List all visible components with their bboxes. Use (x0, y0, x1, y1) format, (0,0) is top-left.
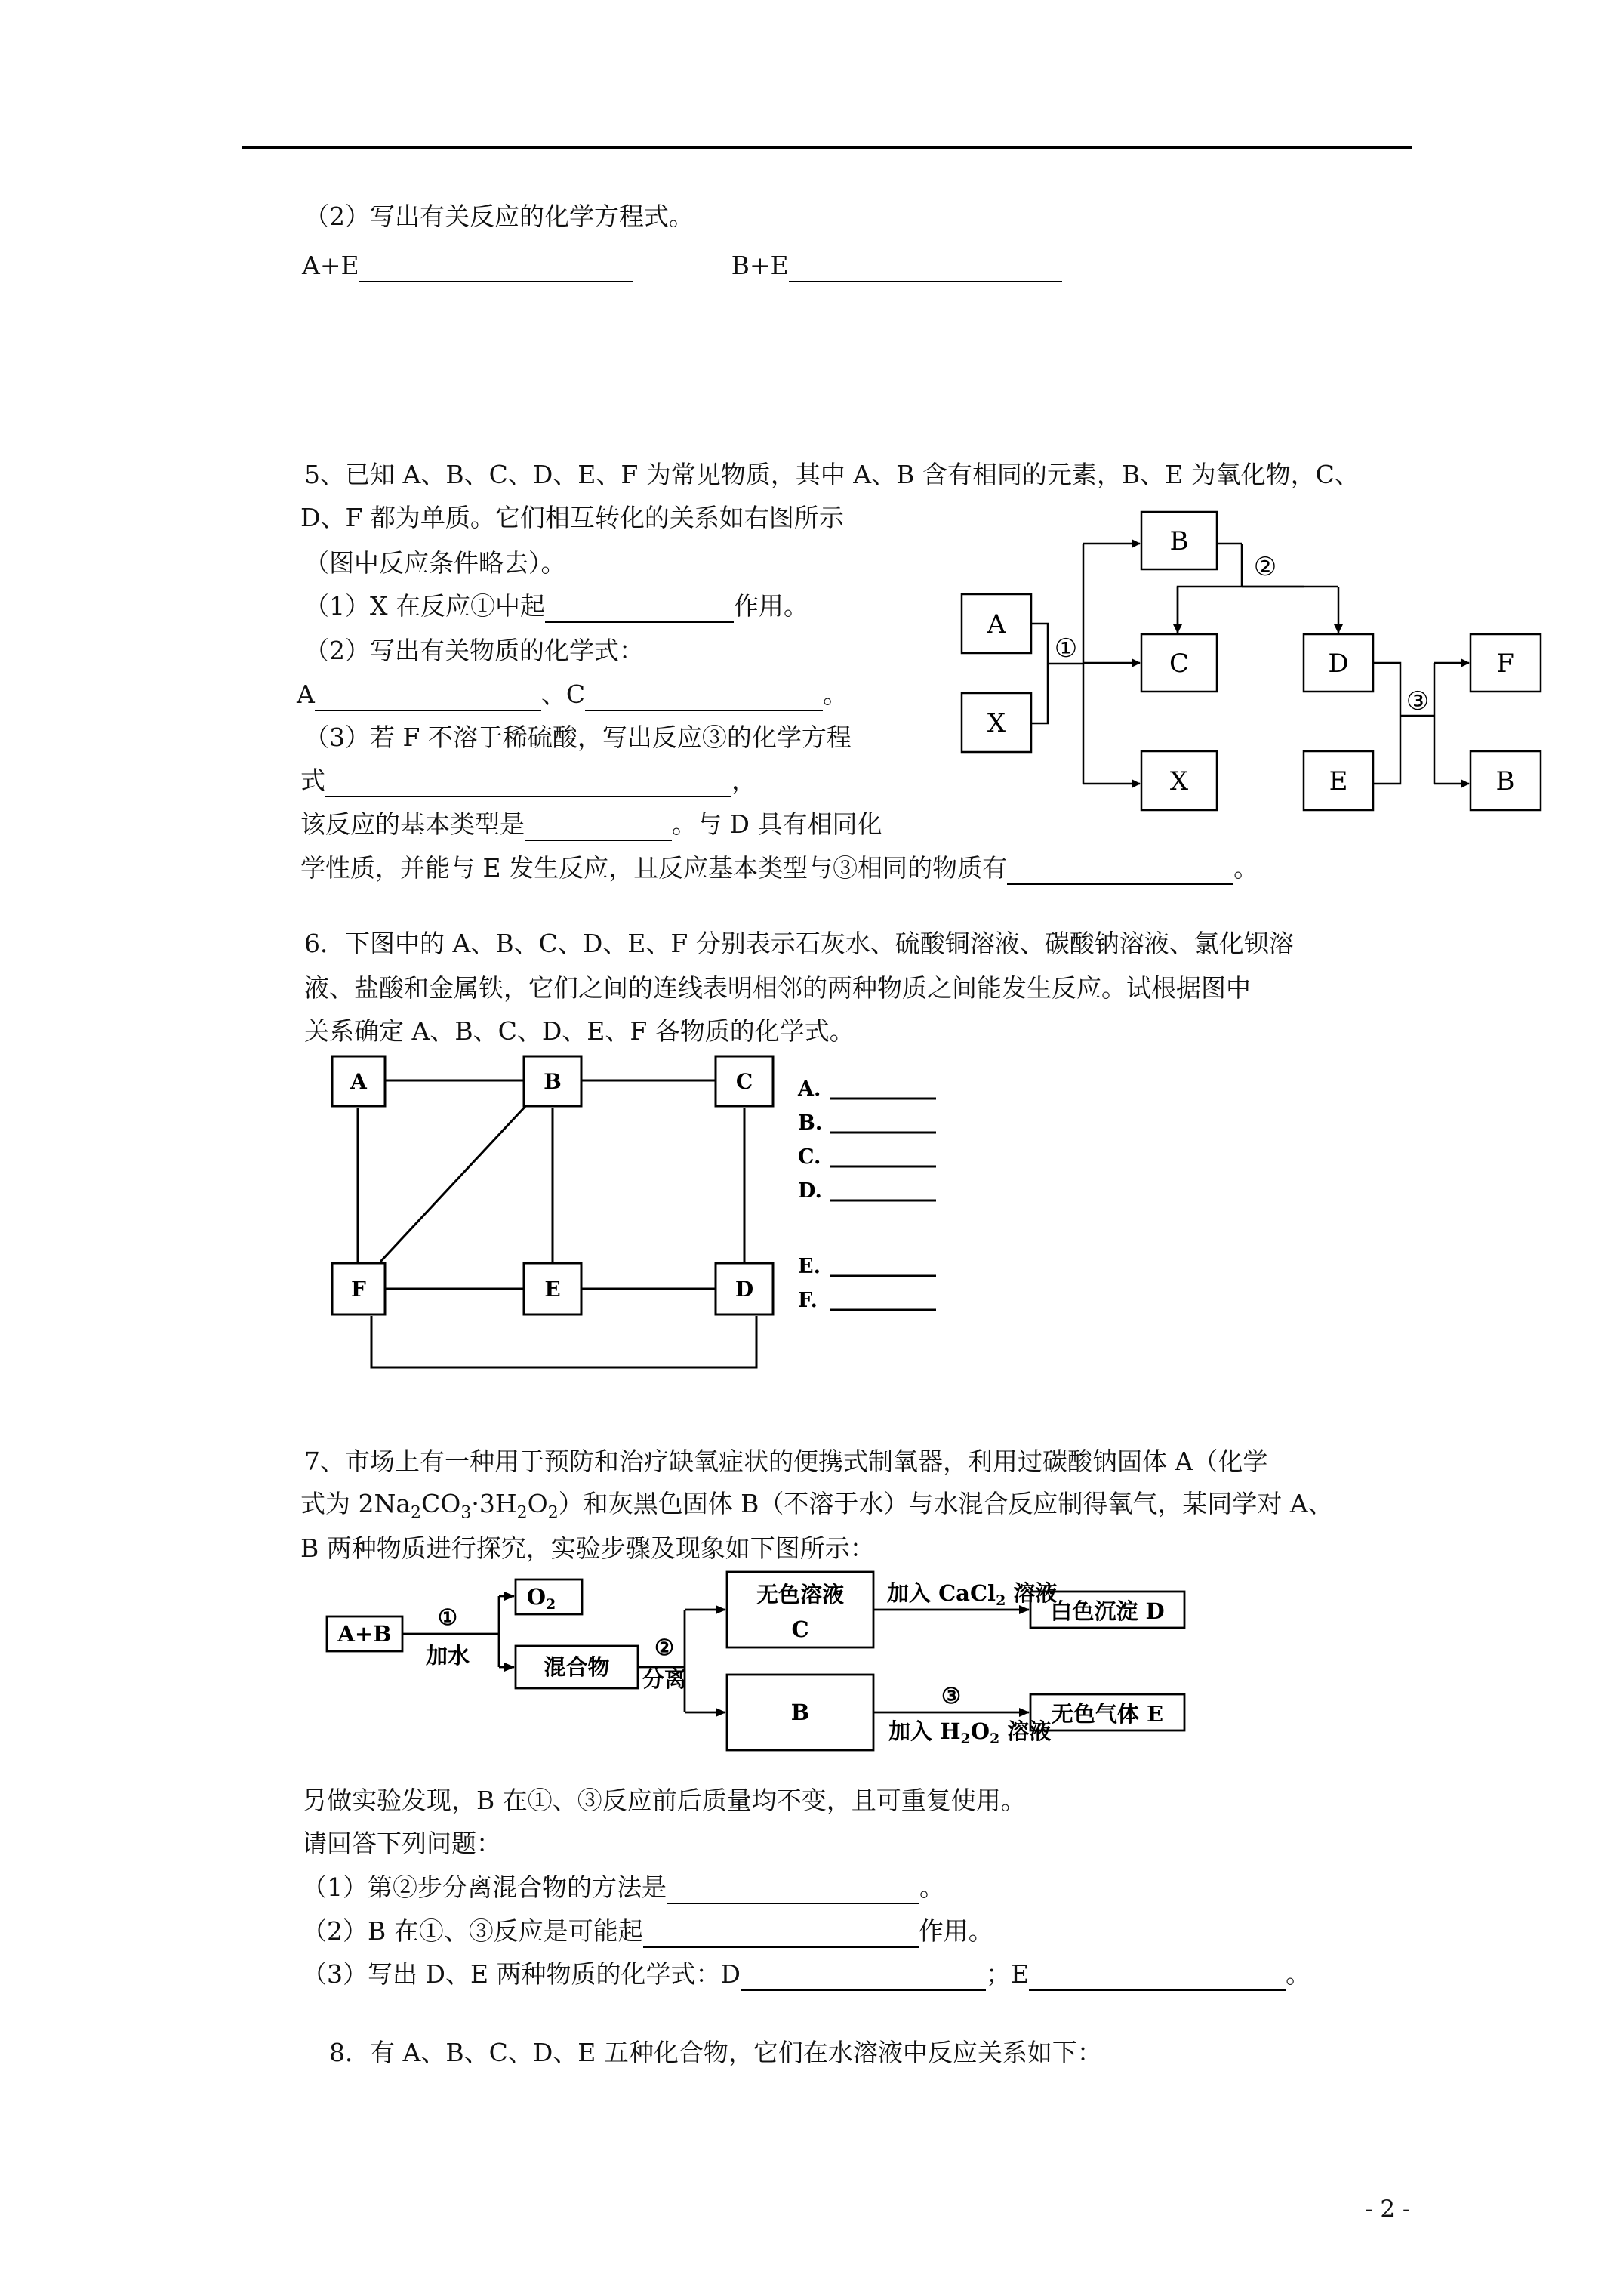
q6-relation-diagram (326, 1053, 945, 1385)
q7-label-mixture: 混合物 (544, 1654, 610, 1680)
q7-sub-b: 3 (460, 1503, 472, 1523)
q7-formula-3: ·3H (471, 1489, 517, 1518)
q7-label-cacl2 (887, 1580, 1057, 1609)
q5-l6-end: 。 (823, 680, 848, 709)
q7-label-c: C (791, 1616, 809, 1642)
q7-step-1: ① (438, 1604, 457, 1630)
q5-label-b-right: B (1495, 766, 1515, 797)
q7-line-5: 请回答下列问题： (302, 1829, 501, 1858)
q7-step-2: ② (654, 1635, 674, 1660)
q7-label-h2o2 (888, 1718, 1051, 1747)
q6-answer-b: B. (798, 1111, 823, 1135)
q5-label-c: C (1169, 649, 1190, 679)
q7-e-blank[interactable] (1029, 1964, 1286, 1991)
q5-type-label: 该反应的基本类型是 (300, 809, 525, 839)
q7-sub-a: 2 (411, 1503, 422, 1523)
page-number: - 2 - (1365, 2196, 1411, 2223)
q6-label-d: D (735, 1277, 754, 1302)
q7-formula-5: ）和灰黑色固体 B（不溶于水）与水混合反应制得氧气，某同学对 A、 (558, 1489, 1333, 1518)
q5-line-8 (300, 764, 756, 797)
q7-h2o2-tail: 溶液 (999, 1718, 1052, 1744)
q6-answer-a: A. (798, 1077, 821, 1101)
q5-same-label: 学性质，并能与 E 发生反应，且反应基本类型与③相同的物质有 (300, 853, 1008, 883)
q7-line-6 (302, 1871, 944, 1904)
q5-eq-end: ， (731, 766, 756, 795)
q7-o2-letter: O (526, 1584, 547, 1610)
q7-h2o2-o: O (970, 1718, 990, 1744)
q6-line-3: 关系确定 A、B、C、D、E、F 各物质的化学式。 (304, 1016, 855, 1046)
q5-reaction-diagram (951, 506, 1570, 831)
q5-label-f: F (1496, 649, 1514, 679)
q7-label-o2 (527, 1584, 556, 1613)
q7-q2-tail: 作用。 (918, 1916, 993, 1946)
q7-cacl-tail: 溶液 (1006, 1580, 1058, 1606)
q7-q3-text: （3）写出 D、E 两种物质的化学式：D (302, 1959, 741, 1989)
q5-line-10 (300, 852, 1258, 885)
q7-h2o2-sub2: 2 (990, 1730, 1000, 1747)
q7-flow-diagram (321, 1569, 1249, 1758)
q7-sub-d: 2 (547, 1503, 559, 1523)
q6-label-a: A (350, 1069, 367, 1094)
q6-answer-d: D. (798, 1179, 822, 1203)
q7-line-4: 另做实验发现，B 在①、③反应前后质量均不变，且可重复使用。 (302, 1786, 1026, 1815)
q7-e-label: ；E (985, 1959, 1030, 1989)
q5-line-7: （3）若 F 不溶于稀硫酸，写出反应③的化学方程 (304, 723, 852, 752)
q7-label-b: B (790, 1700, 810, 1725)
q6-label-b: B (544, 1069, 562, 1094)
q4-ae-label: A+E (302, 251, 359, 280)
q5-label-x-left: X (987, 708, 1006, 738)
q7-h2o2-sub1: 2 (960, 1730, 971, 1747)
header-rule (242, 146, 1412, 149)
q7-sub-c: 2 (516, 1503, 528, 1523)
q7-q1-end: 。 (919, 1872, 944, 1902)
q5-marker-1: ① (1054, 633, 1078, 664)
q7-formula-2: CO (421, 1489, 461, 1518)
q6-line-2: 液、盐酸和金属铁，它们之间的连线表明相邻的两种物质之间能发生反应。试根据图中 (304, 973, 1251, 1003)
q5-line-3: （图中反应条件略去）。 (304, 548, 566, 578)
q7-line-7 (302, 1915, 993, 1948)
q7-q3-end: 。 (1286, 1959, 1311, 1989)
q5-c-label: 、C (540, 680, 586, 709)
q5-same-blank[interactable] (1007, 858, 1233, 885)
q5-line-6 (297, 678, 848, 711)
q4-answer-line (302, 249, 1062, 282)
q7-label-separate: 分离 (642, 1666, 687, 1692)
q7-label-precipitate: 白色沉淀 D (1050, 1598, 1165, 1624)
q5-type-tail: 。与 D 具有相同化 (672, 809, 882, 839)
q6-answer-e: E. (798, 1255, 821, 1278)
q4-sub2: （2）写出有关反应的化学方程式。 (304, 202, 694, 231)
q5-q1-tail: 作用。 (733, 591, 808, 621)
q5-label-a: A (987, 609, 1006, 639)
q6-label-f: F (351, 1277, 366, 1302)
q7-q2-text: （2）B 在①、③反应是可能起 (302, 1916, 643, 1946)
q7-cacl-sub: 2 (996, 1592, 1006, 1609)
q6-answer-c: C. (798, 1145, 821, 1169)
q7-q1-blank[interactable] (667, 1877, 919, 1904)
q8-line-1: 8．有 A、B、C、D、E 五种化合物，它们在水溶液中反应关系如下： (329, 2038, 1102, 2067)
q5-label-e: E (1329, 766, 1348, 797)
q5-c-blank[interactable] (585, 684, 823, 711)
q6-line-1: 6．下图中的 A、B、C、D、E、F 分别表示石灰水、硫酸铜溶液、碳酸钠溶液、氯化钡溶 (304, 929, 1294, 958)
q5-eq-label: 式 (300, 766, 325, 795)
q7-h2o2-text: 加入 H (888, 1718, 961, 1744)
q7-d-blank[interactable] (741, 1964, 986, 1991)
q5-label-b-top: B (1169, 526, 1189, 556)
q4-be-label: B+E (731, 251, 789, 280)
q5-line-2: D、F 都为单质。它们相互转化的关系如右图所示 (300, 503, 844, 532)
q6-label-e: E (544, 1277, 561, 1302)
q6-answer-f: F. (798, 1289, 818, 1312)
q7-step-3: ③ (941, 1683, 961, 1709)
q5-label-x-bottom: X (1169, 766, 1189, 797)
q7-line-2 (300, 1487, 1333, 1530)
q5-q1-text: （1）X 在反应①中起 (304, 591, 545, 621)
q5-line-4 (304, 590, 808, 623)
q7-formula-1: 式为 2Na (300, 1489, 411, 1518)
q5-label-d: D (1328, 649, 1349, 679)
q5-a-blank[interactable] (315, 684, 541, 711)
q5-line-5: （2）写出有关物质的化学式： (304, 636, 644, 665)
q5-marker-3: ③ (1406, 686, 1430, 717)
q5-same-end: 。 (1233, 853, 1259, 883)
q5-type-blank[interactable] (525, 814, 672, 841)
q7-line-1: 7、市场上有一种用于预防和治疗缺氧症状的便携式制氧器，利用过碳酸钠固体 A（化学 (304, 1447, 1268, 1476)
q7-q2-blank[interactable] (643, 1921, 919, 1948)
q5-line-9 (300, 808, 882, 841)
q5-eq-blank[interactable] (325, 770, 731, 797)
q7-label-ab: A+B (337, 1621, 392, 1647)
q5-q1-blank[interactable] (545, 596, 734, 623)
q7-label-gas: 无色气体 E (1051, 1701, 1164, 1727)
q7-o2-sub: 2 (546, 1596, 556, 1613)
q7-label-water: 加水 (425, 1643, 470, 1669)
q4-ae-blank[interactable] (359, 255, 633, 282)
q5-line-1: 5、已知 A、B、C、D、E、F 为常见物质，其中 A、B 含有相同的元素，B、E 为氧化物，C、 (304, 460, 1360, 489)
q6-label-c: C (735, 1069, 753, 1094)
q4-be-blank[interactable] (789, 255, 1062, 282)
q7-line-3: B 两种物质进行探究，实验步骤及现象如下图所示： (300, 1533, 875, 1563)
q7-label-solution: 无色溶液 (756, 1582, 845, 1607)
q5-marker-2: ② (1253, 552, 1277, 582)
q7-q1-text: （1）第②步分离混合物的方法是 (302, 1872, 667, 1902)
q7-line-8 (302, 1958, 1310, 1991)
q7-formula-4: O (527, 1489, 548, 1518)
q5-a-label: A (297, 680, 315, 709)
q7-cacl-text: 加入 CaCl (887, 1580, 996, 1606)
